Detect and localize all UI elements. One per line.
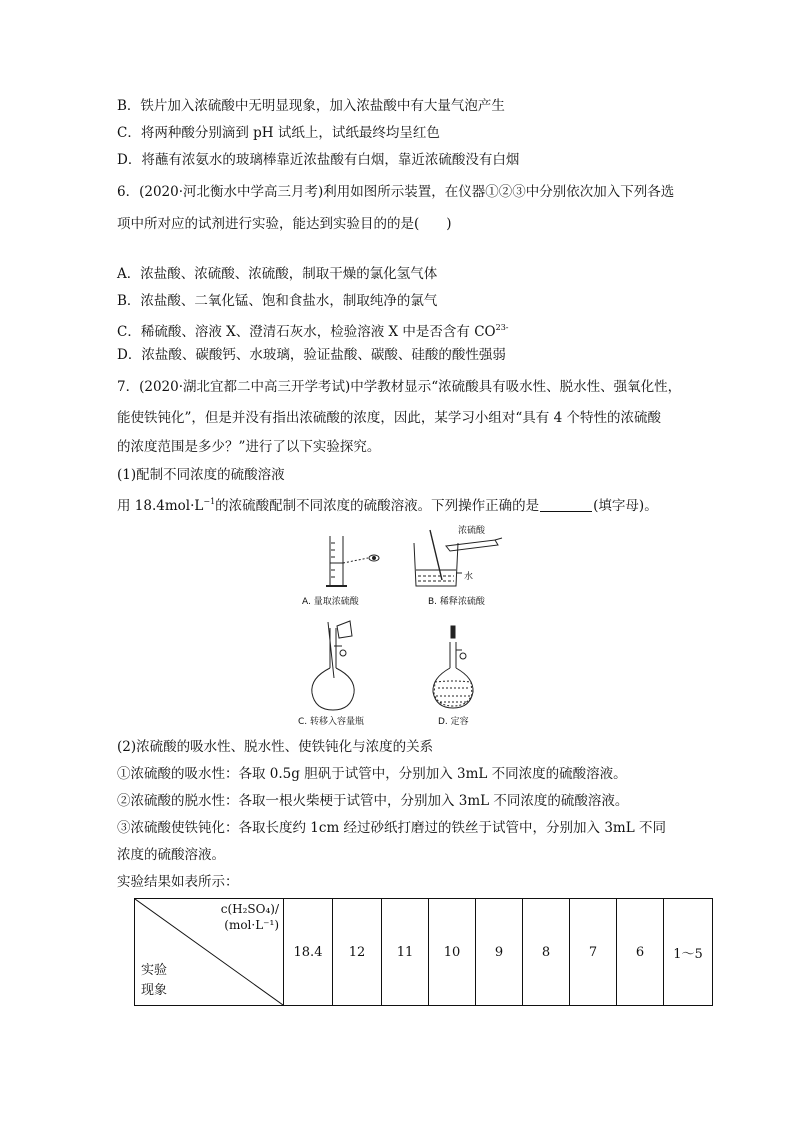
part-1-post: (填字母)。 [593,498,658,514]
caption-c: C. 转移入容量瓶 [298,717,365,727]
flask-c-drawing [312,621,354,710]
table-cell: 8 [523,899,570,1006]
result-intro: 实验结果如表所示： [117,874,239,890]
flask-d-drawing [433,626,473,708]
header-conc [221,901,279,933]
table-cell: 7 [570,899,617,1006]
table-cell: 12 [333,899,382,1006]
option-5c: C．将两种酸分别滴到 pH 试纸上，试纸最终均呈红色 [117,125,440,141]
table-cell: 9 [476,899,523,1006]
unit-exponent: −1 [203,497,216,506]
figure-a-cylinder [290,518,520,728]
table-cell: 1～5 [664,899,713,1006]
item-passivation-1: ③浓硫酸使铁钝化：各取长度约 1cm 经过砂纸打磨过的铁丝于试管中，分别加入 3mL 不同 [117,820,666,836]
table-cell: 6 [617,899,664,1006]
header-obs-2: 现象 [141,983,168,998]
header-obs-1: 实验 [141,963,168,978]
label-water: 水 [464,572,474,582]
part-1-question [117,492,658,516]
option-6b: B．浓盐酸、二氧化锰、饱和食盐水，制取纯净的氯气 [117,293,438,309]
table-header-cell [135,899,284,1006]
answer-blank[interactable] [540,497,592,512]
table-cell: 10 [429,899,476,1006]
table-row [135,899,713,1006]
option-6d: D．浓盐酸、碳酸钙、水玻璃，验证盐酸、碳酸、硅酸的酸性强弱 [117,347,506,363]
question-6-stem-1: 6．(2020·河北衡水中学高三月考)利用如图所示装置，在仪器①②③中分别依次加入下列各选 [117,184,675,200]
results-table [134,898,713,1006]
option-5b: B．铁片加入浓硫酸中无明显现象，加入浓盐酸中有大量气泡产生 [117,98,505,114]
caption-d: D. 定容 [438,717,469,727]
item-dehydration: ②浓硫酸的脱水性：各取一根火柴梗于试管中，分别加入 3mL 不同浓度的硫酸溶液。 [117,793,629,809]
table-cell: 18.4 [284,899,333,1006]
beaker-drawing [414,530,502,586]
item-passivation-2: 浓度的硫酸溶液。 [117,847,225,863]
part-1-pre: 用 18.4mol·L [117,498,204,514]
header-conc-unit: (mol·L⁻¹) [224,918,279,932]
option-6a: A．浓盐酸、浓硫酸、浓硫酸，制取干燥的氯化氢气体 [117,266,438,282]
question-7-stem-3: 的浓度范围是多少？”进行了以下实验探究。 [117,439,381,455]
caption-b: B. 稀释浓硫酸 [428,597,485,607]
figure-lab-operations [290,518,520,728]
part-2-title: (2)浓硫酸的吸水性、脱水性、使铁钝化与浓度的关系 [117,739,434,755]
item-water-absorption: ①浓硫酸的吸水性：各取 0.5g 胆矾于试管中，分别加入 3mL 不同浓度的硫酸溶液。 [117,766,627,782]
table-cell: 11 [382,899,429,1006]
option-6c [117,318,509,342]
cylinder-drawing [326,536,379,586]
question-7-stem-1: 7．(2020·湖北宜都二中高三开学考试)中学教材显示“浓硫酸具有吸水性、脱水性、强氧化性， [117,379,682,395]
label-concentrated-acid: 浓硫酸 [458,526,486,536]
option-5d: D．将蘸有浓氨水的玻璃棒靠近浓盐酸有白烟，靠近浓硫酸没有白烟 [117,152,520,168]
header-conc-label: c(H₂SO₄)/ [220,902,279,916]
caption-a: A. 量取浓硫酸 [302,597,359,607]
question-7-stem-2: 能使铁钝化”，但是并没有指出浓硫酸的浓度，因此，某学习小组对“具有 4 个特性的浓硫酸 [117,410,661,426]
part-1-mid: 的浓硫酸配制不同浓度的硫酸溶液。下列操作正确的是 [215,498,540,514]
question-6-stem-2: 项中所对应的试剂进行实验，能达到实验目的的是( ) [117,216,452,232]
header-obs [141,961,167,1001]
option-6c-text: C．稀硫酸、溶液 X、澄清石灰水，检验溶液 X 中是否含有 CO [117,324,496,340]
carbonate-charge: 23- [495,323,509,332]
part-1-title: (1)配制不同浓度的硫酸溶液 [117,467,285,483]
